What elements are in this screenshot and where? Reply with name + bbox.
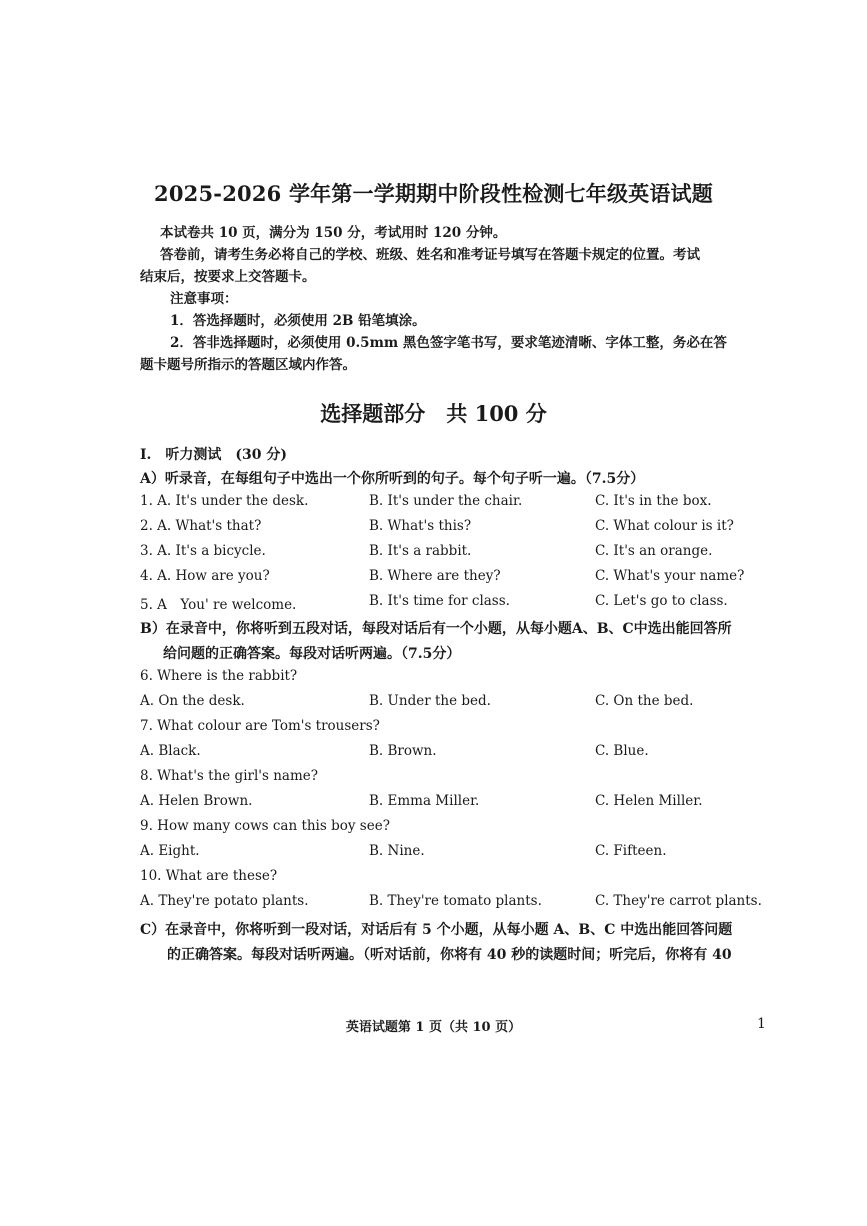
- intro-line-3: 结束后，按要求上交答题卡。: [140, 269, 316, 285]
- question-4-option-c: C. What's your name?: [595, 568, 745, 584]
- question-7-option-a: A. Black.: [140, 743, 201, 759]
- page-footer: 英语试题第 1 页（共 10 页）: [345, 1020, 522, 1035]
- question-1-option-b: B. It's under the chair.: [369, 493, 523, 509]
- part-heading: I. 听力测试 (30 分): [140, 447, 288, 463]
- question-9-option-a: A. Eight.: [140, 843, 200, 859]
- question-1-option-c: C. It's in the box.: [595, 493, 712, 509]
- question-3-option-b: B. It's a rabbit.: [369, 543, 472, 559]
- question-2-option-a: 2. A. What's that?: [140, 518, 262, 534]
- question-2-option-c: C. What colour is it?: [595, 518, 734, 534]
- question-7-option-b: B. Brown.: [369, 743, 437, 759]
- question-6-option-a: A. On the desk.: [140, 693, 245, 709]
- question-9-option-b: B. Nine.: [369, 843, 425, 859]
- page-number: 1: [757, 1016, 766, 1032]
- section-title: 选择题部分 共 100 分: [320, 401, 547, 426]
- intro-line-2: 答卷前，请考生务必将自己的学校、班级、姓名和准考证号填写在答题卡规定的位置。考试: [160, 247, 700, 263]
- question-8-option-a: A. Helen Brown.: [140, 793, 253, 809]
- question-10-option-a: A. They're potato plants.: [140, 893, 309, 909]
- notice-item-1: 1．答选择题时，必须使用 2B 铅笔填涂。: [170, 313, 426, 329]
- notice-item-2-cont: 题卡题号所指示的答题区域内作答。: [140, 357, 356, 373]
- question-5-option-b: B. It's time for class.: [369, 593, 510, 609]
- exam-title: 2025-2026 学年第一学期期中阶段性检测七年级英语试题: [154, 181, 713, 206]
- intro-line-1: 本试卷共 10 页，满分为 150 分，考试用时 120 分钟。: [160, 225, 507, 241]
- question-1-option-a: 1. A. It's under the desk.: [140, 493, 309, 509]
- question-4-option-b: B. Where are they?: [369, 568, 501, 584]
- part-b-instruction: B）在录音中，你将听到五段对话，每段对话后有一个小题，从每小题A、B、C中选出能回答所: [140, 621, 732, 637]
- question-7-stem: 7. What colour are Tom's trousers?: [140, 718, 380, 734]
- notice-label: 注意事项：: [170, 291, 238, 307]
- question-4-option-a: 4. A. How are you?: [140, 568, 270, 584]
- question-6-stem: 6. Where is the rabbit?: [140, 668, 298, 684]
- question-8-option-b: B. Emma Miller.: [369, 793, 480, 809]
- question-9-stem: 9. How many cows can this boy see?: [140, 818, 390, 834]
- question-6-option-b: B. Under the bed.: [369, 693, 491, 709]
- question-5-option-a: 5. A You' re welcome.: [140, 597, 297, 613]
- question-10-option-c: C. They're carrot plants.: [595, 893, 762, 909]
- part-c-instruction: C）在录音中，你将听到一段对话，对话后有 5 个小题，从每小题 A、B、C 中选出能回答问题: [140, 922, 733, 938]
- part-b-instruction-cont: 给问题的正确答案。每段对话听两遍。（7.5分）: [163, 646, 461, 662]
- notice-item-2: 2．答非选择题时，必须使用 0.5mm 黑色签字笔书写，要求笔迹清晰、字体工整，务必在答: [170, 335, 727, 351]
- question-10-option-b: B. They're tomato plants.: [369, 893, 542, 909]
- question-7-option-c: C. Blue.: [595, 743, 649, 759]
- question-2-option-b: B. What's this?: [369, 518, 472, 534]
- question-3-option-c: C. It's an orange.: [595, 543, 713, 559]
- part-a-instruction: A）听录音，在每组句子中选出一个你所听到的句子。每个句子听一遍。（7.5分）: [140, 471, 645, 487]
- question-8-option-c: C. Helen Miller.: [595, 793, 703, 809]
- question-9-option-c: C. Fifteen.: [595, 843, 667, 859]
- question-10-stem: 10. What are these?: [140, 868, 278, 884]
- part-c-instruction-cont: 的正确答案。每段对话听两遍。（听对话前，你将有 40 秒的读题时间；听完后，你将有 40: [167, 947, 732, 963]
- question-3-option-a: 3. A. It's a bicycle.: [140, 543, 266, 559]
- question-6-option-c: C. On the bed.: [595, 693, 694, 709]
- question-8-stem: 8. What's the girl's name?: [140, 768, 318, 784]
- question-5-option-c: C. Let's go to class.: [595, 593, 728, 609]
